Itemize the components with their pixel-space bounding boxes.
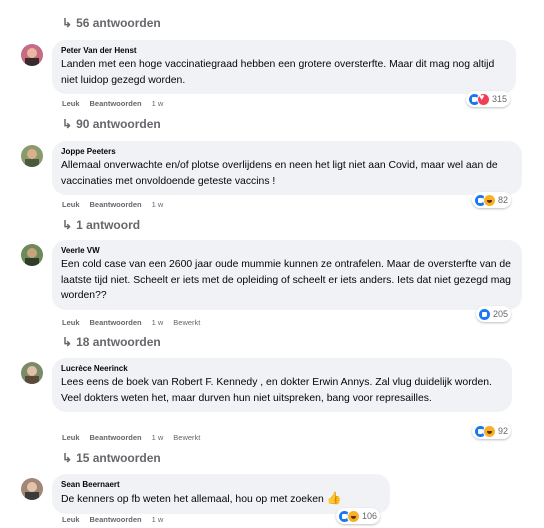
like-button[interactable]: Leuk — [62, 200, 80, 209]
reactions-badge[interactable] — [472, 192, 511, 208]
comment-text: Allemaal onverwachte en/of plotse overlijdens en neen het ligt niet aan Covid, maar wel aan de vaccinaties met onvoldoende geteste vaccins ! — [61, 160, 498, 187]
avatar[interactable] — [21, 145, 43, 167]
reply-arrow-icon: ↳ — [62, 218, 73, 232]
reply-button[interactable]: Beantwoorden — [89, 515, 142, 524]
reactions-badge[interactable] — [336, 508, 380, 524]
reaction-count: 205 — [493, 309, 509, 319]
like-button[interactable]: Leuk — [62, 515, 80, 524]
reaction-count: 82 — [498, 195, 509, 205]
reply-button[interactable]: Beantwoorden — [89, 99, 142, 108]
reply-arrow-icon: ↳ — [62, 117, 73, 131]
haha-icon — [483, 425, 496, 438]
comment-time[interactable]: 1 w — [151, 99, 164, 108]
reply-button[interactable]: Beantwoorden — [89, 433, 142, 442]
replies-count: 90 antwoorden — [76, 117, 161, 131]
reply-button[interactable]: Beantwoorden — [89, 318, 142, 327]
love-icon — [477, 93, 490, 106]
comment-bubble — [52, 40, 516, 94]
view-replies-link[interactable] — [62, 16, 161, 30]
like-button[interactable]: Leuk — [62, 433, 80, 442]
avatar[interactable] — [21, 244, 43, 266]
comment-actions — [62, 318, 200, 327]
comment-actions — [62, 433, 200, 442]
comment-actions — [62, 99, 163, 108]
like-button[interactable]: Leuk — [62, 318, 80, 327]
view-replies-link[interactable] — [62, 451, 161, 465]
comment-text: Lees eens de boek van Robert F. Kennedy , en dokter Erwin Annys. Zal vlug duidelijk worden. Veel dokters weten het, maar durven hun niet uitspreken, bang voor represailles. — [61, 377, 492, 404]
replies-count: 18 antwoorden — [76, 335, 161, 349]
view-replies-link[interactable] — [62, 117, 161, 131]
reply-button[interactable]: Beantwoorden — [89, 200, 142, 209]
reply-arrow-icon: ↳ — [62, 335, 73, 349]
view-replies-link[interactable] — [62, 218, 140, 232]
comment-bubble — [52, 358, 512, 412]
reactions-badge[interactable] — [476, 306, 511, 322]
reactions-badge[interactable] — [466, 91, 510, 107]
avatar[interactable] — [21, 362, 43, 384]
comment-author[interactable]: Sean Beernaert — [61, 480, 120, 489]
comment-text-content: De kenners op fb weten het allemaal, hou op met zoeken — [61, 494, 324, 505]
comment-time[interactable]: 1 w — [151, 200, 164, 209]
avatar[interactable] — [21, 44, 43, 66]
comment-time[interactable]: 1 w — [151, 318, 164, 327]
comment-time[interactable]: 1 w — [151, 433, 164, 442]
replies-count: 15 antwoorden — [76, 451, 161, 465]
comment-time[interactable]: 1 w — [151, 515, 164, 524]
reply-arrow-icon: ↳ — [62, 16, 73, 30]
comment-text: Landen met een hoge vaccinatiegraad hebben een grotere oversterfte. Maar dit mag nog altijd niet luidop gezegd worden. — [61, 59, 495, 86]
comment-author[interactable]: Joppe Peeters — [61, 147, 116, 156]
edited-label[interactable]: Bewerkt — [173, 318, 201, 327]
reactions-badge[interactable] — [472, 423, 511, 439]
comment-bubble — [52, 240, 522, 310]
comment-author[interactable]: Lucrèce Neerinck — [61, 364, 128, 373]
haha-icon — [483, 194, 496, 207]
edited-label[interactable]: Bewerkt — [173, 433, 201, 442]
replies-count: 1 antwoord — [76, 218, 141, 232]
reaction-count: 92 — [498, 426, 509, 436]
avatar[interactable] — [21, 478, 43, 500]
like-icon — [478, 308, 491, 321]
like-button[interactable]: Leuk — [62, 99, 80, 108]
comment-bubble — [52, 141, 522, 195]
replies-count: 56 antwoorden — [76, 16, 161, 30]
comment-text: Een cold case van een 2600 jaar oude mummie kunnen ze ontrafelen. Maar de oversterfte van de laatste tijd niet. Scheelt er iets met de opleiding of scheelt er iets anders. Iets dat niet gezegd mag worden?? — [61, 259, 511, 301]
view-replies-link[interactable] — [62, 335, 161, 349]
comment-text — [61, 491, 380, 508]
reaction-count: 315 — [492, 94, 508, 104]
reply-arrow-icon: ↳ — [62, 451, 73, 465]
comment-actions — [62, 200, 163, 209]
haha-icon — [347, 510, 360, 523]
reaction-count: 106 — [362, 511, 378, 521]
comment-bubble — [52, 474, 390, 514]
comment-author[interactable]: Veerle VW — [61, 246, 100, 255]
comment-author[interactable]: Peter Van der Henst — [61, 46, 137, 55]
thumbs-up-emoji-icon: 👍 — [326, 491, 342, 505]
comment-actions — [62, 515, 163, 524]
